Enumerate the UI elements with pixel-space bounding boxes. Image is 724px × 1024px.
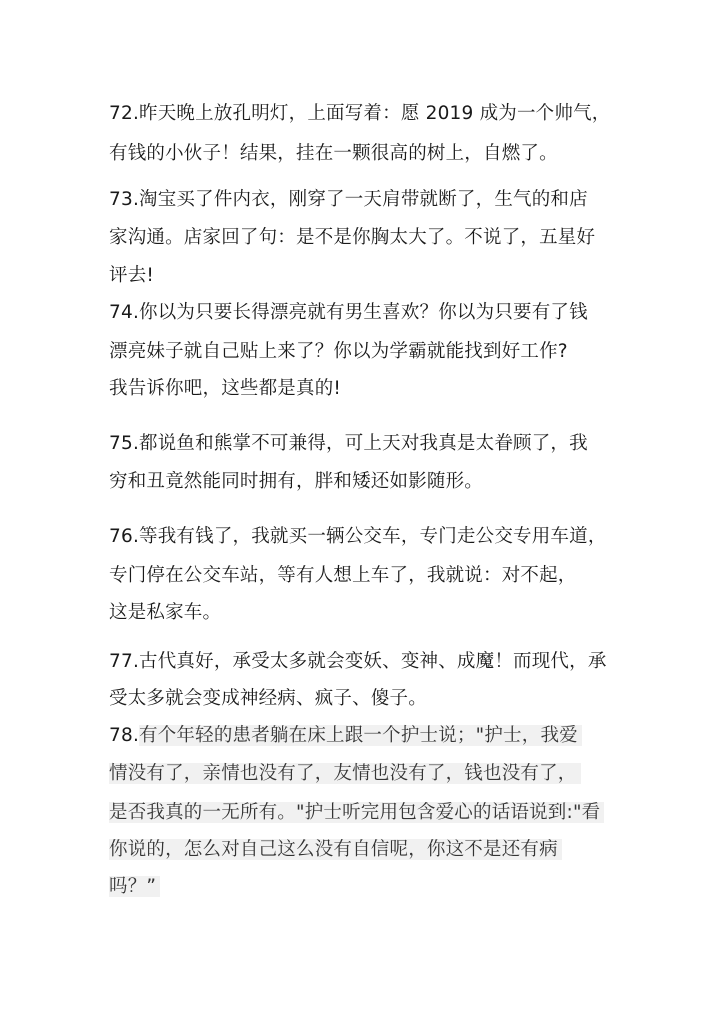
item-77-line-2: 受太多就会变成神经病、疯子、傻子。 [109,688,427,709]
item-78-line-3 [109,798,604,828]
item-78-text-1: 有个年轻的患者躺在床上跟一个护士说；"护士，我爱 [139,725,582,746]
item-74-line-2: 漂亮妹子就自己贴上来了？你以为学霸就能找到好工作? [109,341,568,362]
item-76-line-2: 专门停在公交车站，等有人想上车了，我就说：对不起， [109,565,577,586]
item-78-line-2 [109,759,581,789]
item-72-line-2: 有钱的小伙子！结果，挂在一颗很高的树上，自燃了。 [109,143,558,164]
item-78-text-2: 情没有了，亲情也没有了，友情也没有了，钱也没有了， [109,763,581,784]
item-77-line-1: 77.古代真好，承受太多就会变妖、变神、成魔！而现代，承 [109,651,607,672]
item-74-line-1: 74.你以为只要长得漂亮就有男生喜欢？你以为只要有了钱 [109,302,588,323]
item-76-line-1: 76.等我有钱了，我就买一辆公交车，专门走公交专用车道， [109,526,607,547]
item-72-line-1: 72.昨天晚上放孔明灯，上面写着：愿 2019 成为一个帅气， [109,103,611,124]
item-78-number: 78. [109,725,140,746]
item-75-line-1: 75.都说鱼和熊掌不可兼得，可上天对我真是太眷顾了，我 [109,433,588,454]
item-73-line-3: 评去! [109,265,155,286]
item-78-line-4 [109,835,562,865]
item-76-line-3: 这是私家车。 [109,602,222,623]
item-75-line-2: 穷和丑竟然能同时拥有，胖和矮还如影随形。 [109,471,484,492]
item-78-text-5: 吗？” [109,876,160,897]
item-74-line-3: 我告诉你吧，这些都是真的! [109,378,342,399]
item-78-line-1 [109,721,582,751]
item-78-line-5 [109,872,160,902]
item-78-text-4: 你说的，怎么对自己这么没有自信呢，你这不是还有病 [109,839,562,860]
item-78-text-3: 是否我真的一无所有。"护士听完用包含爱心的话语说到:"看 [109,802,604,823]
item-73-line-1: 73.淘宝买了件内衣，刚穿了一天肩带就断了，生气的和店 [109,189,588,210]
item-73-line-2: 家沟通。店家回了句：是不是你胸太大了。不说了，五星好 [109,227,596,248]
